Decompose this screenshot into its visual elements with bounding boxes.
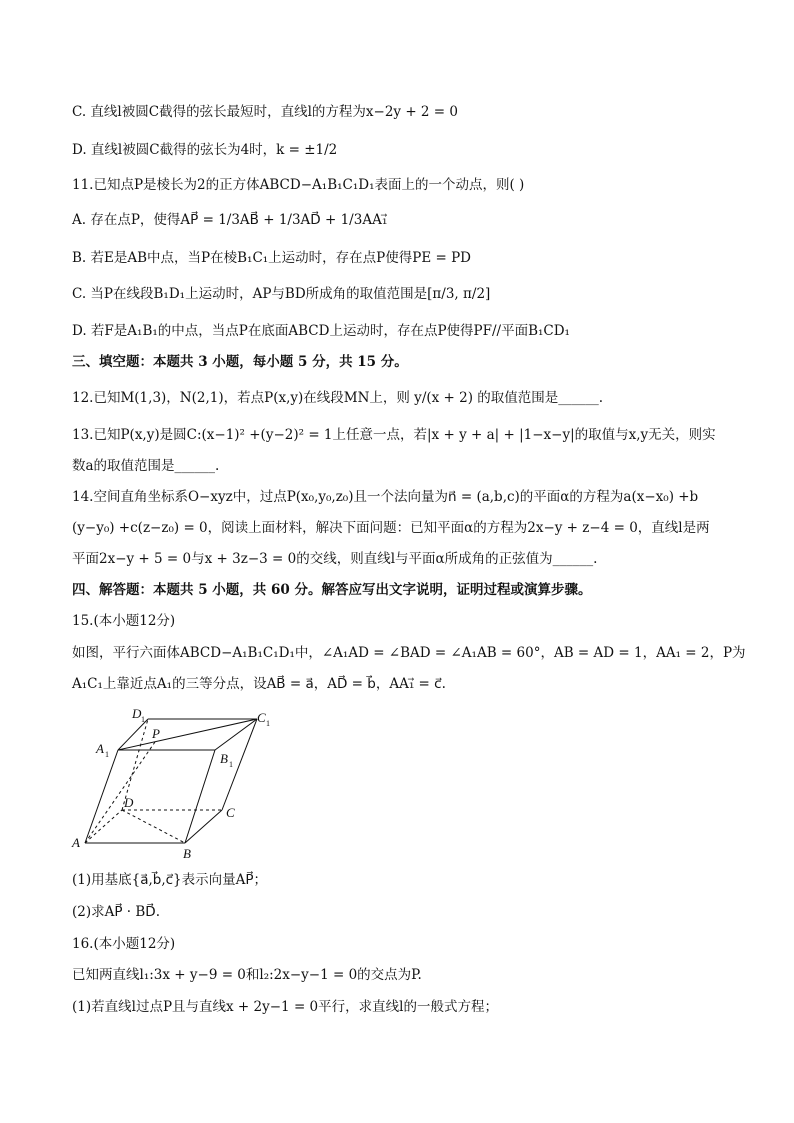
question-14-line1: 14.空间直角坐标系O−xyz中，过点P(x₀,y₀,z₀)且一个法向量为n⃗ = (a,b,c)的平面α的方程为a(x−x₀) +b (72, 489, 699, 505)
question-14-line3: 平面2x−y + 5 = 0与x + 3z−3 = 0的交线，则直线l与平面α所成角的正弦值为______. (72, 551, 598, 567)
question-13-line1: 13.已知P(x,y)是圆C:(x−1)² +(y−2)² = 1上任意一点，若|x + y + a| + |1−x−y|的取值与x,y无关，则实 (72, 427, 716, 443)
section-4-heading: 四、解答题：本题共 5 小题，共 60 分。解答应写出文字说明，证明过程或演算步骤。 (72, 582, 592, 598)
label-d1: D (132, 706, 142, 721)
label-a1: A (96, 741, 104, 756)
question-11: 11.已知点P是棱长为2的正方体ABCD−A₁B₁C₁D₁表面上的一个动点，则( ) (72, 177, 525, 193)
question-15-line2: A₁C₁上靠近点A₁的三等分点，设AB⃗ = a⃗，AD⃗ = b⃗，AA₁⃗ = c⃗. (72, 676, 446, 692)
question-15-line1: 如图，平行六面体ABCD−A₁B₁C₁D₁中，∠A₁AD = ∠BAD = ∠A₁AB = 60°，AB = AD = 1，AA₁ = 2，P为 (72, 645, 746, 661)
option-11b: B. 若E是AB中点，当P在棱B₁C₁上运动时，存在点P使得PE = PD (72, 250, 472, 266)
question-13-line2: 数a的取值范围是______. (72, 458, 220, 474)
label-p: P (152, 726, 160, 741)
question-14-line2: (y−y₀) +c(z−z₀) = 0，阅读上面材料，解决下面问题：已知平面α的方程为2x−y + z−4 = 0，直线l是两 (72, 520, 710, 536)
question-15-title: 15.(本小题12分) (72, 613, 176, 629)
option-11c: C. 当P在线段B₁D₁上运动时，AP与BD所成角的取值范围是[π/3, π/2] (72, 286, 491, 302)
parallelepiped-figure (70, 705, 310, 860)
question-16-part1: (1)若直线l过点P且与直线x + 2y−1 = 0平行，求直线l的一般式方程； (72, 999, 498, 1015)
question-15-part2: (2)求AP⃗ · BD⃗. (72, 904, 160, 920)
label-d: D (124, 795, 134, 810)
label-c1: C (257, 710, 266, 725)
label-b: B (183, 846, 191, 860)
option-10c: C. 直线l被圆C截得的弦长最短时，直线l的方程为x−2y + 2 = 0 (72, 104, 459, 120)
label-c1-sub: 1 (266, 719, 270, 728)
label-c: C (226, 805, 235, 820)
label-b1: B (220, 751, 228, 766)
label-d1-sub: 1 (141, 715, 145, 724)
question-16-stem: 已知两直线l₁:3x + y−9 = 0和l₂:2x−y−1 = 0的交点为P. (72, 967, 422, 983)
option-11d: D. 若F是A₁B₁的中点，当点P在底面ABCD上运动时，存在点P使得PF//平面B₁CD₁ (72, 323, 570, 339)
label-b1-sub: 1 (229, 760, 233, 769)
label-a: A (72, 835, 80, 850)
label-a1-sub: 1 (105, 750, 109, 759)
option-11a: A. 存在点P，使得AP⃗ = 1/3AB⃗ + 1/3AD⃗ + 1/3AA₁⃗ (72, 212, 388, 228)
option-10d: D. 直线l被圆C截得的弦长为4时，k = ±1/2 (72, 142, 338, 158)
question-12: 12.已知M(1,3)，N(2,1)，若点P(x,y)在线段MN上，则 y/(x + 2) 的取值范围是______. (72, 390, 604, 406)
section-3-heading: 三、填空题：本题共 3 小题，每小题 5 分，共 15 分。 (72, 354, 408, 370)
question-15-part1: (1)用基底{a⃗,b⃗,c⃗}表示向量AP⃗； (72, 872, 268, 888)
question-16-title: 16.(本小题12分) (72, 936, 176, 952)
